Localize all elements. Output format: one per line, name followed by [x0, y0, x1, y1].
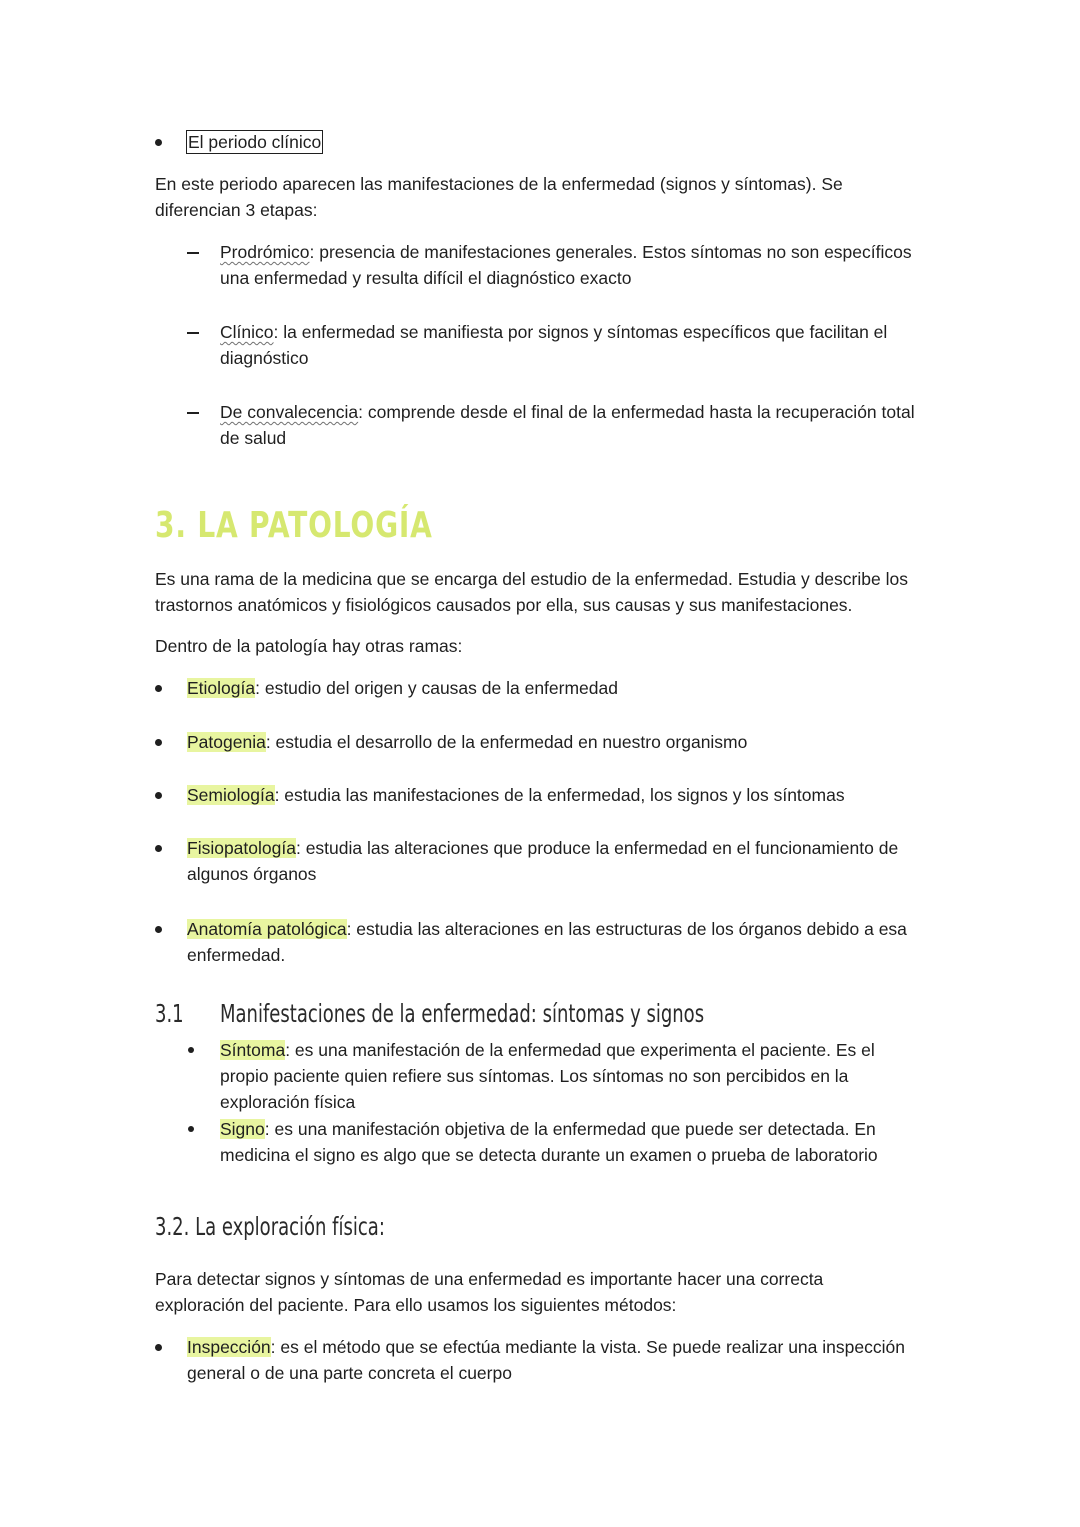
bullet-icon — [188, 1126, 194, 1132]
dash-icon — [187, 332, 199, 334]
branch-item: Fisiopatología: estudia las alteraciones que produce la enfermedad en el funcionamiento de algunos órganos — [187, 838, 899, 884]
highlighted-term: Signo — [220, 1119, 265, 1139]
manifestation-item: Síntoma: es una manifestación de la enfermedad que experimenta el paciente. Es el propio paciente quien refiere sus síntomas. Los síntomas no son percibidos en la exploración física — [220, 1040, 875, 1112]
highlighted-term: Fisiopatología — [187, 838, 296, 858]
subsection-heading: 3.2. La exploración física: — [155, 1212, 385, 1241]
method-item: Inspección: es el método que se efectúa mediante la vista. Se puede realizar una inspección general o de una parte concreta el cuerpo — [187, 1337, 905, 1383]
bullet-icon — [155, 1344, 162, 1351]
manifestation-item: Signo: es una manifestación objetiva de la enfermedad que puede ser detectada. En medicina el signo es algo que se detecta durante un examen o prueba de laboratorio — [220, 1119, 878, 1165]
highlighted-term: Patogenia — [187, 732, 266, 752]
clinical-period-title: El periodo clínico — [188, 132, 322, 152]
branch-item: Semiología: estudia las manifestaciones de la enfermedad, los signos y los síntomas — [187, 785, 845, 805]
highlighted-term: Inspección — [187, 1337, 271, 1357]
exploration-intro: Para detectar signos y síntomas de una enfermedad es importante hacer una correcta exploración del paciente. Para ello usamos los siguientes métodos: — [155, 1269, 824, 1315]
bullet-icon — [155, 139, 162, 146]
subsection-number: 3.1 — [155, 999, 184, 1028]
branches-intro: Dentro de la patología hay otras ramas: — [155, 636, 463, 656]
clinical-period-intro: En este periodo aparecen las manifestaciones de la enfermedad (signos y síntomas). Se diferencian 3 etapas: — [155, 174, 843, 220]
stage-item: Prodrómico: presencia de manifestaciones generales. Estos síntomas no son específicos una enfermedad y resulta difícil el diagnóstico exacto — [220, 242, 912, 288]
bullet-icon — [155, 792, 162, 799]
branch-item: Anatomía patológica: estudia las alteraciones en las estructuras de los órganos debido a esa enfermedad. — [187, 919, 907, 965]
highlighted-term: Anatomía patológica — [187, 919, 347, 939]
highlighted-term: Síntoma — [220, 1040, 286, 1060]
bullet-icon — [155, 926, 162, 933]
stage-term: Prodrómico — [220, 242, 310, 262]
highlighted-term: Etiología — [187, 678, 256, 698]
bullet-icon — [155, 685, 162, 692]
dash-icon — [187, 252, 199, 254]
bullet-icon — [155, 845, 162, 852]
section-intro: Es una rama de la medicina que se encarga del estudio de la enfermedad. Estudia y describe los trastornos anatómicos y fisiológicos causados por ella, sus causas y sus manifestaciones. — [155, 569, 908, 615]
branch-item: Patogenia: estudia el desarrollo de la enfermedad en nuestro organismo — [187, 732, 748, 752]
subsection-heading: Manifestaciones de la enfermedad: síntomas y signos — [220, 999, 705, 1028]
bullet-icon — [188, 1047, 194, 1053]
section-heading: 3. LA PATOLOGÍA — [155, 505, 433, 546]
stage-term: Clínico — [220, 322, 274, 342]
dash-icon — [187, 412, 199, 414]
stage-item: Clínico: la enfermedad se manifiesta por signos y síntomas específicos que facilitan el diagnóstico — [220, 322, 888, 368]
stage-item: De convalecencia: comprende desde el final de la enfermedad hasta la recuperación total de salud — [220, 402, 915, 448]
highlighted-term: Semiología — [187, 785, 275, 805]
branch-item: Etiología: estudio del origen y causas de la enfermedad — [187, 678, 618, 698]
stage-term: De convalecencia — [220, 402, 359, 422]
bullet-icon — [155, 739, 162, 746]
